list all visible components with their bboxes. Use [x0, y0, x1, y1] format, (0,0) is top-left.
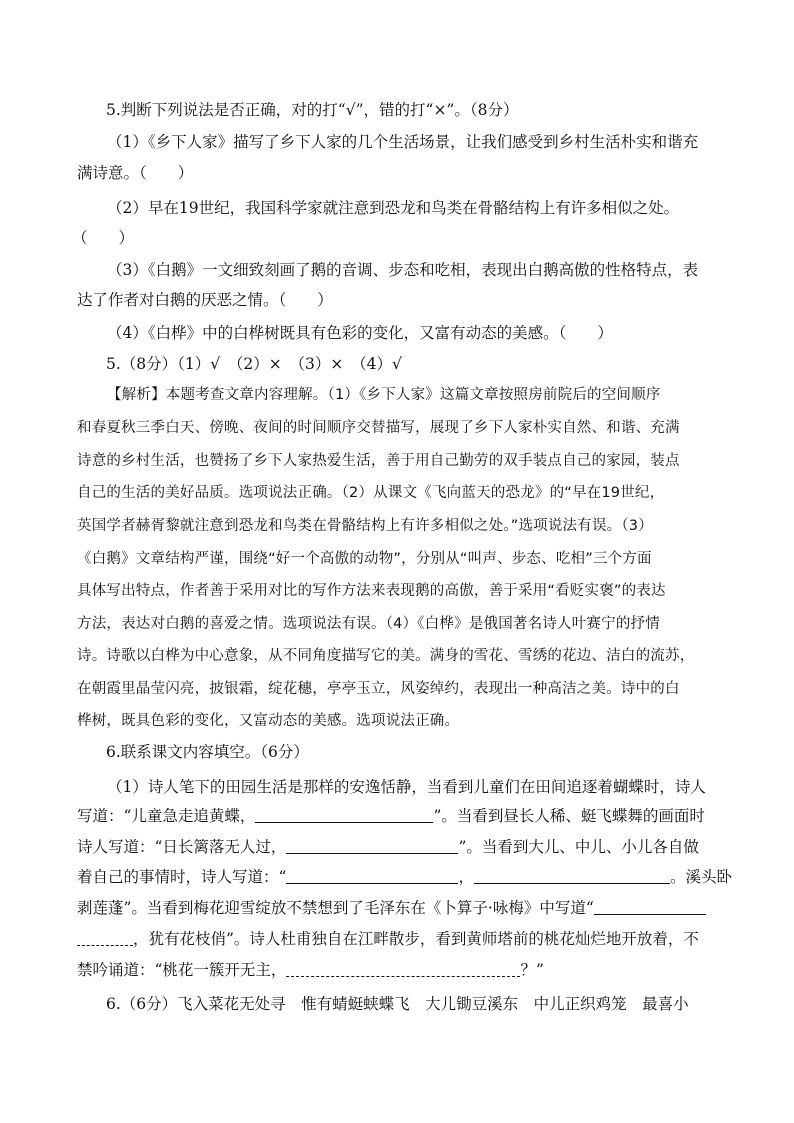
- analysis-line: 在朝霞里晶莹闪亮，披银霜，绽花穗，亭亭玉立，风姿绰约，表现出一种高洁之美。诗中的白: [77, 681, 680, 697]
- q6-line3: [77, 836, 699, 858]
- analysis-line: 自己的生活的美好品质。选项说法正确。（2）从课文《飞向蓝天的恐龙》的“早在19世纪，: [77, 485, 665, 501]
- answer-blank[interactable]: [255, 806, 433, 823]
- q5-item3-line2: 达了作者对白鹅的厌恶之情。（ ）: [77, 291, 333, 309]
- q6-line3-end: ”。当看到大儿、中儿、小儿各自做: [458, 838, 699, 856]
- answer-blank[interactable]: [286, 960, 520, 977]
- answer-blank[interactable]: [474, 867, 670, 884]
- q5-item3-line1: （3）《白鹅》一文细致刻画了鹅的音调、步态和吃相，表现出白鹅高傲的性格特点，表: [107, 261, 699, 279]
- q6-line4-start: 着自己的事情时，诗人写道：“: [77, 868, 287, 886]
- answer-blank[interactable]: [77, 929, 133, 946]
- answer-blank[interactable]: [594, 898, 706, 915]
- q6-line5: [77, 897, 706, 919]
- q6-heading: 6.联系课文内容填空。（6分）: [106, 743, 309, 761]
- q6-line5-start: 剥莲蓬”。当看到梅花迎雪绽放不禁想到了毛泽东在《卜算子·咏梅》中写道“: [77, 899, 594, 917]
- analysis-line: 诗意的乡村生活，也赞扬了乡下人家热爱生活，善于用自己勤劳的双手装点自己的家园，装点: [77, 453, 680, 469]
- q5-item1-line1: （1）《乡下人家》描写了乡下人家的几个生活场景，让我们感受到乡村生活朴实和谐充: [107, 133, 699, 151]
- q6-line1: （1）诗人笔下的田园生活是那样的安逸恬静，当看到儿童们在田间追逐着蝴蝶时，诗人: [107, 778, 706, 796]
- analysis-line: 《白鹅》文章结构严谨，围绕“好一个高傲的动物”，分别从“叫声、步态、吃相”三个方面: [77, 551, 652, 567]
- analysis-line: 英国学者赫胥黎就注意到恐龙和鸟类在骨骼结构上有许多相似之处。”选项说法有误。（3）: [77, 518, 653, 534]
- q6-line6: [77, 928, 699, 950]
- q5-item1-line2: 满诗意。（ ）: [77, 164, 194, 182]
- q6-line4-comma: ，: [458, 868, 474, 886]
- q5-heading: 5.判断下列说法是否正确，对的打“√”，错的打“×”。（8分）: [106, 101, 519, 119]
- analysis-line: 具体写出特点，作者善于采用对比的写作方法来表现鹅的高傲，善于采用“看贬实褒”的表达: [77, 583, 666, 599]
- analysis-line: 方法，表达对白鹅的喜爱之情。选项说法有误。（4）《白桦》是俄国著名诗人叶赛宁的抒情: [77, 616, 660, 632]
- analysis-line: 和春夏秋三季白天、傍晚、夜间的时间顺序交替描写，展现了乡下人家朴实自然、和谐、充满: [77, 420, 680, 436]
- q5-item4: （4）《白桦》中的白桦树既具有色彩的变化，又富有动态的美感。（ ）: [107, 324, 613, 342]
- q5-item2-line2: （ ）: [72, 229, 135, 247]
- q6-line2-end: ”。当看到昼长人稀、蜓飞蝶舞的画面时: [433, 807, 705, 825]
- q6-line2-start: 写道：“儿童急走追黄蝶，: [77, 807, 256, 825]
- q6-line4: [77, 866, 732, 888]
- q6-line7: [77, 959, 544, 981]
- analysis-line: 【解析】本题考查文章内容理解。（1）《乡下人家》这篇文章按照房前院后的空间顺序: [107, 387, 661, 403]
- q6-line7-start: 禁吟诵道：“桃花一簇开无主，: [77, 961, 287, 979]
- analysis-line: 诗。诗歌以白桦为中心意象，从不同角度描写它的美。满身的雪花、雪绣的花边、洁白的流苏，: [77, 648, 695, 664]
- answer-blank[interactable]: [286, 837, 458, 854]
- q6-line2: [77, 805, 705, 827]
- q6-line4-end: 。溪头卧: [669, 868, 732, 886]
- q6-line7-end: ？”: [520, 961, 544, 979]
- answer-blank[interactable]: [286, 867, 458, 884]
- analysis-line: 桦树，既具色彩的变化，又富动态的美感。选项说法正确。: [77, 713, 460, 729]
- q6-line3-start: 诗人写道：“日长篱落无人过，: [77, 838, 287, 856]
- q6-line6-text: ，犹有花枝俏”。诗人杜甫独自在江畔散步，看到黄师塔前的桃花灿烂地开放着，不: [133, 930, 699, 948]
- q5-answer: 5.（8分）（1）√ （2）× （3）× （4）√: [106, 355, 402, 373]
- q6-answer: 6.（6分）飞入菜花无处寻 惟有蜻蜓蛱蝶飞 大儿锄豆溪东 中儿正织鸡笼 最喜小: [106, 995, 689, 1013]
- q5-item2-line1: （2）早在19世纪，我国科学家就注意到恐龙和鸟类在骨骼结构上有许多相似之处。: [107, 199, 680, 217]
